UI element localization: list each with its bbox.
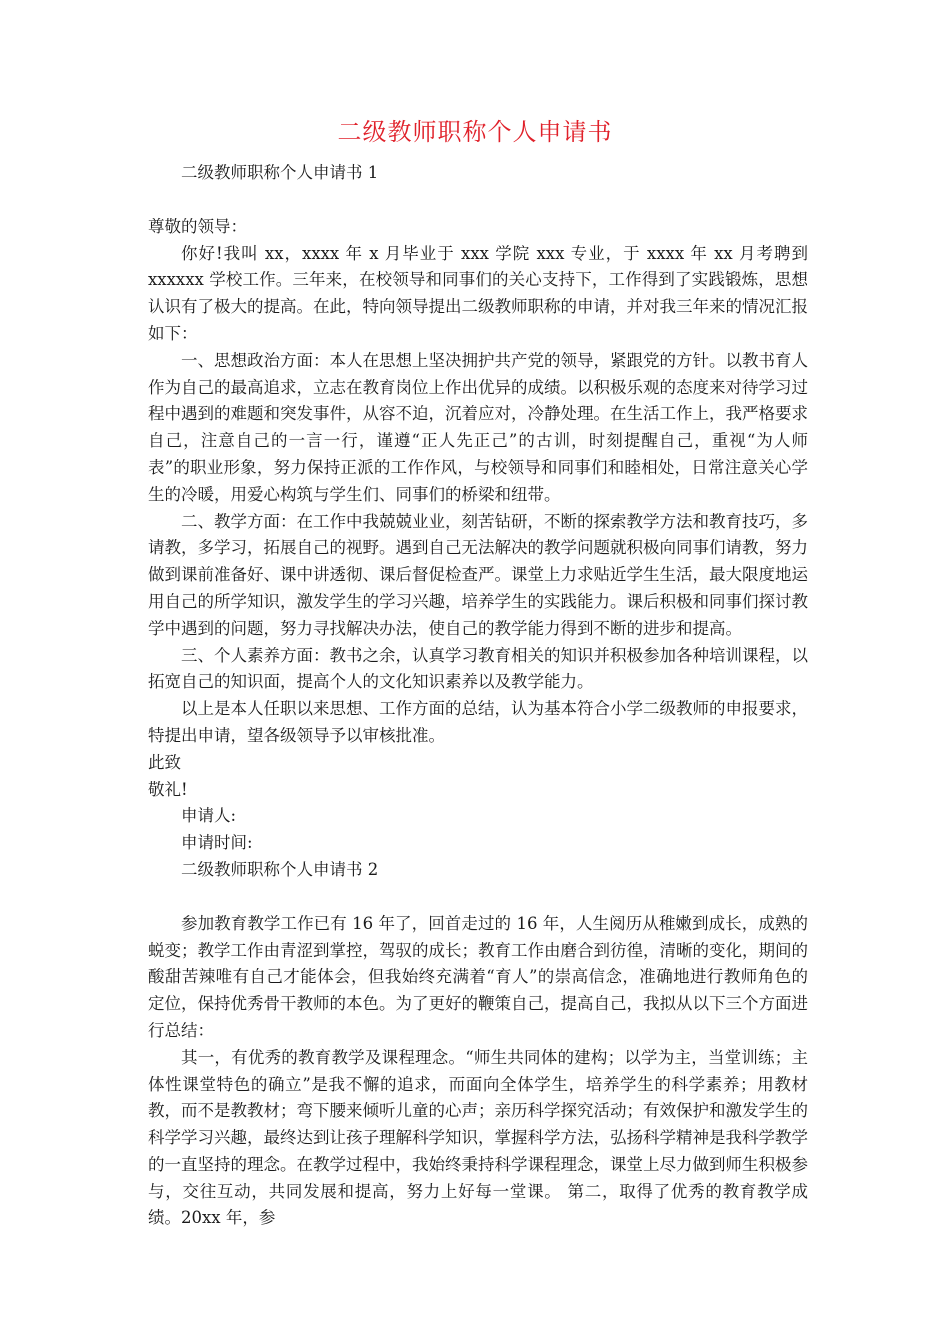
- date-line: 申请时间:: [181, 833, 253, 853]
- letter1-paragraph-3: 二、教学方面：在工作中我兢兢业业，刻苦钻研，不断的探索教学方法和教育技巧，多请教，多学习，拓展自己的视野。遇到自己无法解决的教学问题就积极向同事们请教，努力做到课前准备好、课中讲透彻、课后督促检查严。课堂上力求贴近学生生活，最大限度地运用自己的所学知识，激发学生的学习兴趣，培养学生的实践能力。课后积极和同事们探讨教学中遇到的问题，努力寻找解决办法，使自己的教学能力得到不断的进步和提高。: [148, 511, 808, 638]
- letter1-paragraph-1: 你好!我叫 xx，xxxx 年 x 月毕业于 xxx 学院 xxx 专业，于 xxxx 年 xx 月考聘到 xxxxxx 学校工作。三年来，在校领导和同事们的关心支持下，工作得到了实践锻炼，思想认识有了极大的提高。在此，特向领导提出二级教师职称的申请，并对我三年来的情况汇报如下：: [148, 243, 808, 343]
- applicant-line: 申请人:: [181, 806, 237, 826]
- closing-line-1: 此致: [148, 752, 181, 772]
- salutation: 尊敬的领导：: [148, 216, 247, 236]
- letter2-heading: 二级教师职称个人申请书 2: [181, 859, 379, 879]
- letter1-paragraph-2: 一、思想政治方面：本人在思想上坚决拥护共产党的领导，紧跟党的方针。以教书育人作为自己的最高追求，立志在教育岗位上作出优异的成绩。以积极乐观的态度来对待学习过程中遇到的难题和突发事件，从容不迫，沉着应对，冷静处理。在生活工作上，我严格要求自己，注意自己的一言一行，谨遵“正人先正己”的古训，时刻提醒自己，重视“为人师表”的职业形象，努力保持正派的工作作风，与校领导和同事们和睦相处，日常注意关心学生的冷暖，用爱心构筑与学生们、同事们的桥梁和纽带。: [148, 350, 808, 504]
- document-body: [148, 160, 808, 1232]
- letter1-paragraph-5: 以上是本人任职以来思想、工作方面的总结，认为基本符合小学二级教师的申报要求，特提出申请，望各级领导予以审核批准。: [148, 699, 808, 745]
- letter1-heading: 二级教师职称个人申请书 1: [181, 163, 379, 182]
- closing-line-2: 敬礼!: [148, 779, 188, 799]
- spacer: [148, 187, 808, 214]
- document-title: 二级教师职称个人申请书: [337, 118, 613, 146]
- letter2-paragraph-2: 其一，有优秀的教育教学及课程理念。“师生共同体的建构；以学为主，当堂训练；主体性课堂特色的确立”是我不懈的追求，而面向全体学生，培养学生的科学素养；用教材教，而不是教教材；弯下腰来倾听儿童的心声；亲历科学探究活动；有效保护和激发学生的科学学习兴趣，最终达到让孩子理解科学知识，掌握科学方法，弘扬科学精神是我科学教学的一直坚持的理念。在教学过程中，我始终秉持科学课程理念，课堂上尽力做到师生积极参与，交往互动，共同发展和提高，努力上好每一堂课。 第二，取得了优秀的教育教学成绩。20xx 年，参: [148, 1047, 808, 1228]
- letter1-paragraph-4: 三、个人素养方面：教书之余，认真学习教育相关的知识并积极参加各种培训课程，以拓宽自己的知识面，提高个人的文化知识素养以及教学能力。: [148, 645, 808, 692]
- spacer: [148, 884, 808, 911]
- letter2-paragraph-1: 参加教育教学工作已有 16 年了，回首走过的 16 年，人生阅历从稚嫩到成长，成熟的蜕变；教学工作由青涩到掌控，驾驭的成长；教育工作由磨合到彷徨，清晰的变化，期间的酸甜苦辣唯有自己才能体会，但我始终充满着“育人”的崇高信念，准确地进行教师角色的定位，保持优秀骨干教师的本色。为了更好的鞭策自己，提高自己，我拟从以下三个方面进行总结：: [148, 913, 808, 1040]
